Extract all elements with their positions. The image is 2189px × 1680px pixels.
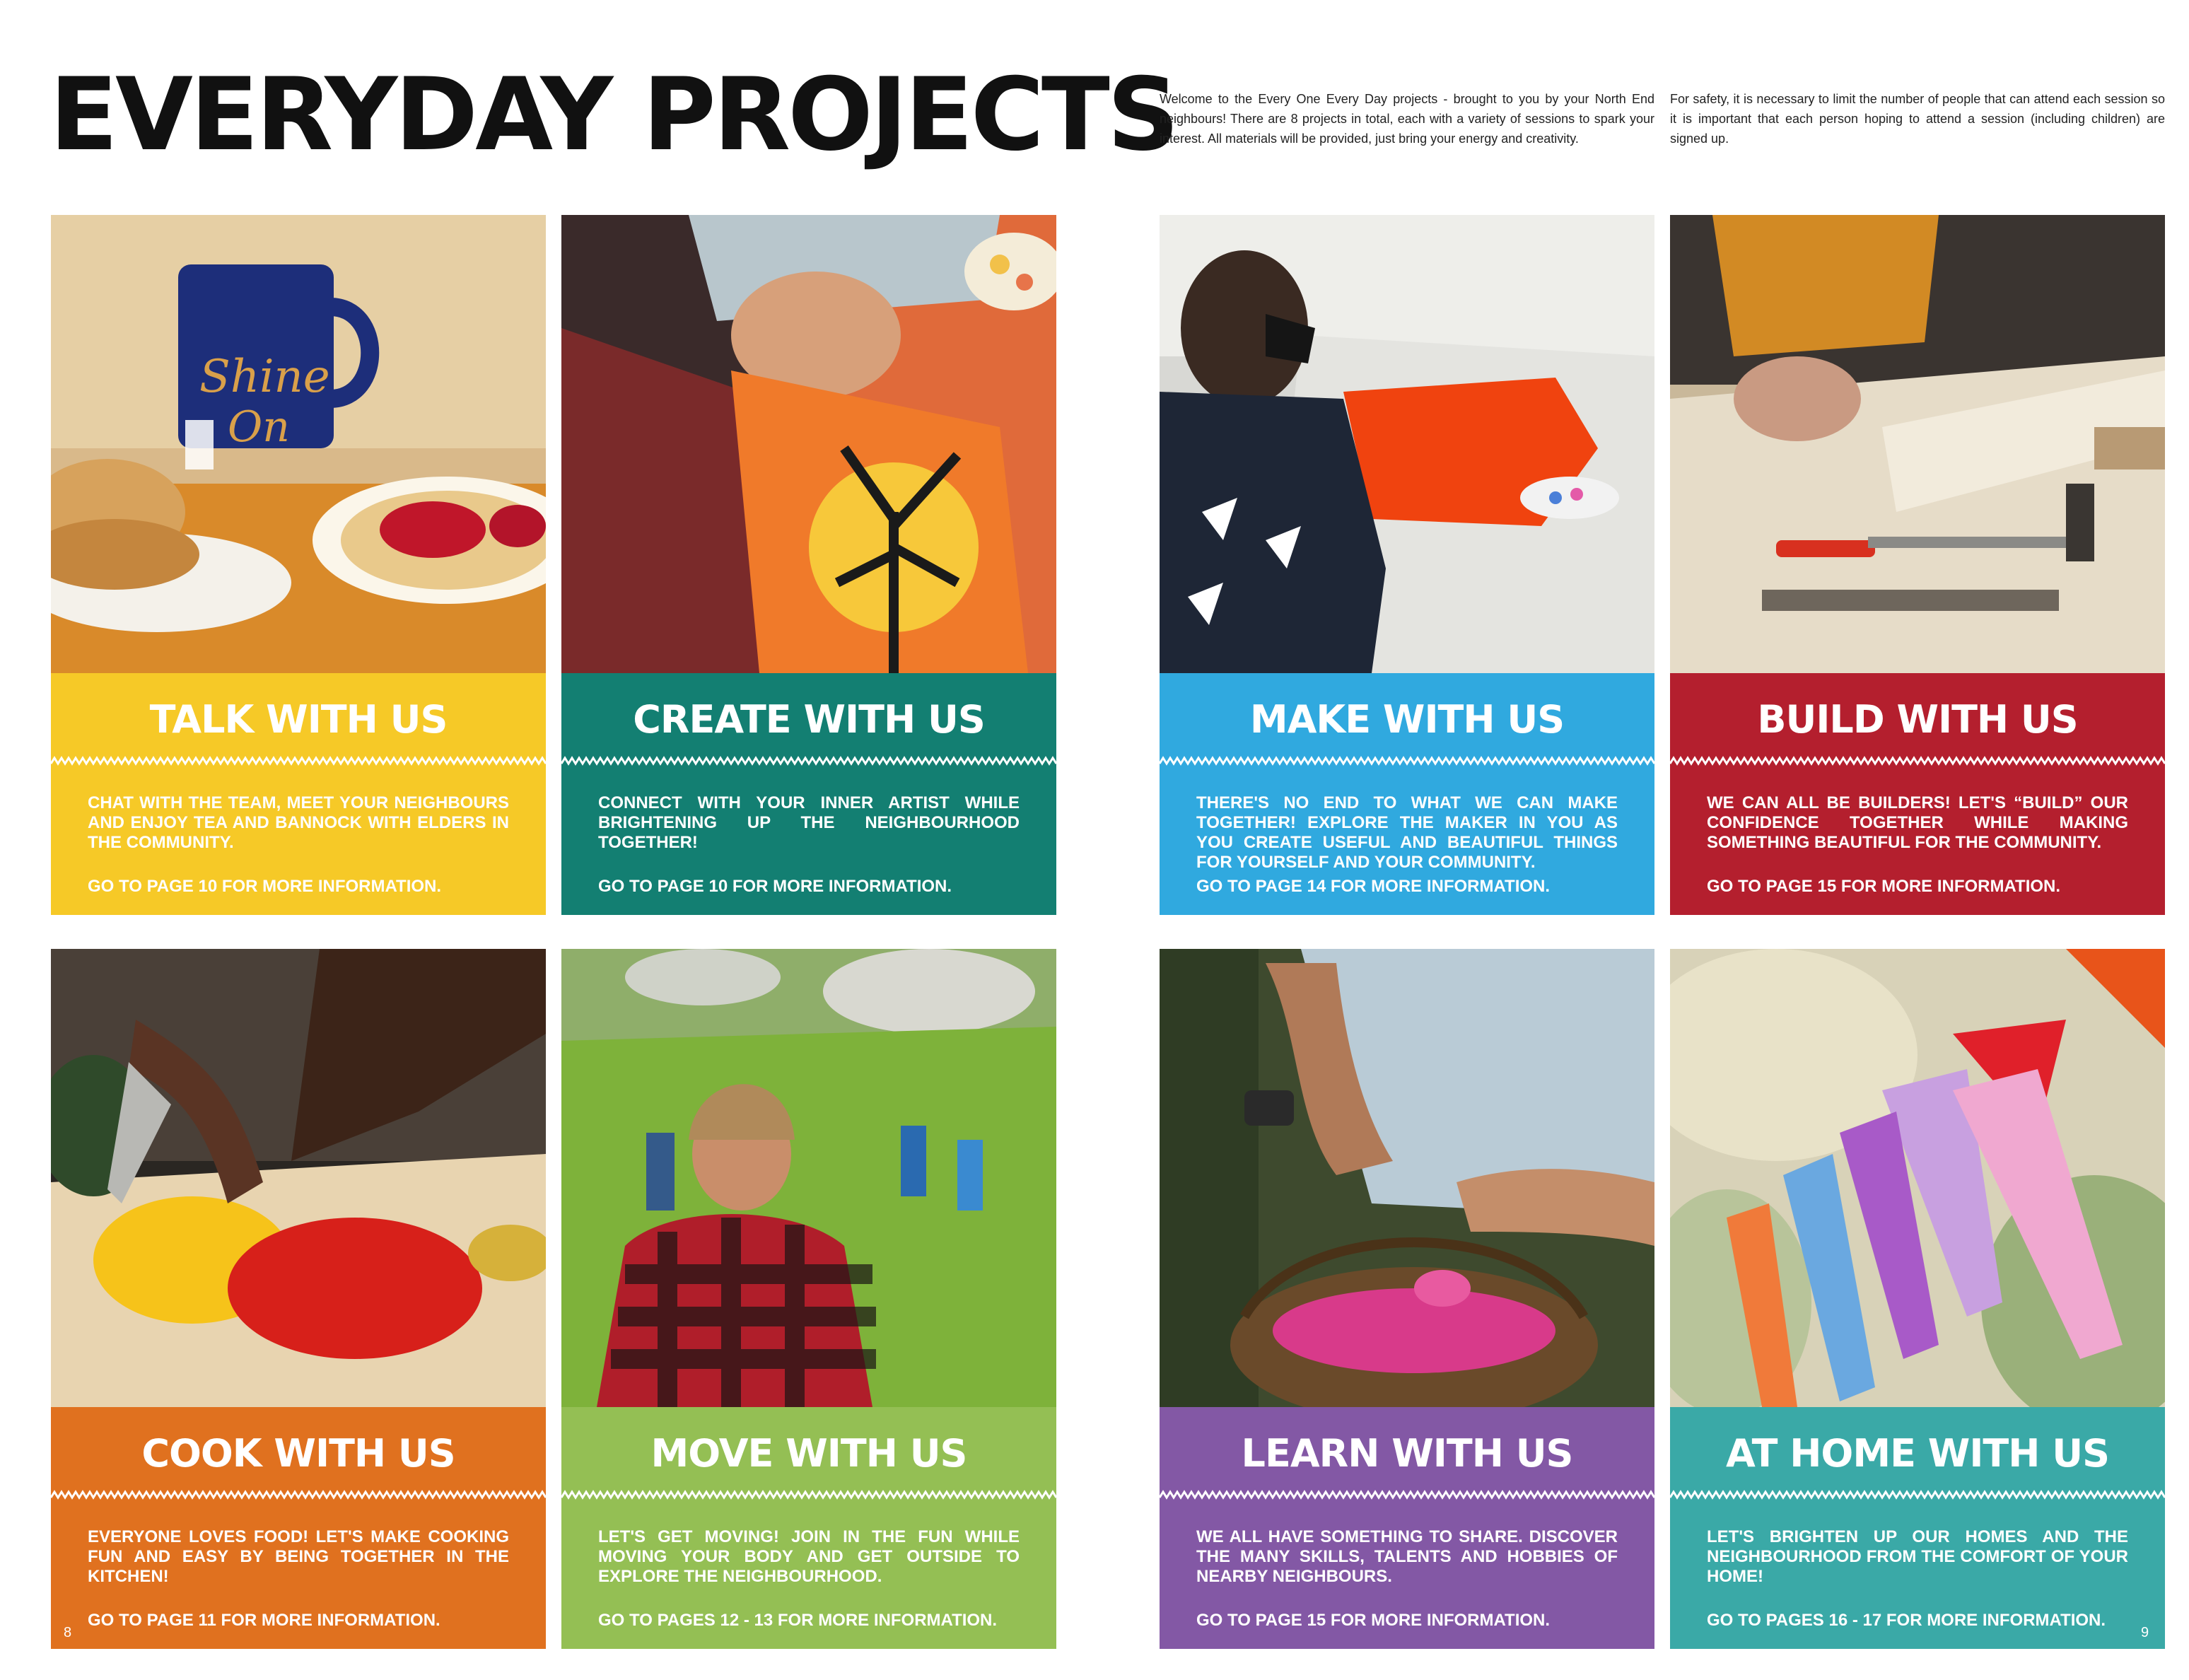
zigzag-divider xyxy=(51,1489,546,1500)
card-page-link[interactable]: GO TO PAGE 10 FOR MORE INFORMATION. xyxy=(88,877,442,896)
zigzag-divider xyxy=(561,755,1056,766)
svg-text:Shine: Shine xyxy=(199,351,330,403)
card-page-link[interactable]: GO TO PAGES 16 - 17 FOR MORE INFORMATION. xyxy=(1707,1611,2106,1630)
project-card-create[interactable] xyxy=(561,215,1056,915)
card-title: MOVE WITH US xyxy=(650,1431,967,1476)
card-banner xyxy=(561,1407,1056,1649)
card-description: THERE'S NO END TO WHAT WE CAN MAKE TOGETHER! EXPLORE THE MAKER IN YOU AS YOU CREATE USEFUL AND BEAUTIFUL THINGS FOR YOURSELF AND YOUR COMMUNITY. xyxy=(1196,793,1618,872)
zigzag-divider xyxy=(1160,1489,1654,1500)
card-title: CREATE WITH US xyxy=(633,697,985,742)
card-page-link[interactable]: GO TO PAGES 12 - 13 FOR MORE INFORMATION. xyxy=(598,1611,998,1630)
card-page-link[interactable]: GO TO PAGE 10 FOR MORE INFORMATION. xyxy=(598,877,952,896)
card-description: WE ALL HAVE SOMETHING TO SHARE. DISCOVER THE MANY SKILLS, TALENTS AND HOBBIES OF NEARBY NEIGHBOURS. xyxy=(1196,1527,1618,1586)
photo-fabric-painting xyxy=(1160,215,1654,673)
photo-tea-and-bannock xyxy=(51,215,546,673)
card-title: COOK WITH US xyxy=(141,1431,455,1476)
card-page-link[interactable]: GO TO PAGE 14 FOR MORE INFORMATION. xyxy=(1196,877,1551,896)
page-title: EVERYDAY PROJECTS xyxy=(49,57,1177,173)
project-card-at-home[interactable] xyxy=(1670,949,2165,1649)
card-description: LET'S GET MOVING! JOIN IN THE FUN WHILE MOVING YOUR BODY AND GET OUTSIDE TO EXPLORE THE NEIGHBOURHOOD. xyxy=(598,1527,1020,1586)
zigzag-divider xyxy=(1670,1489,2165,1500)
card-title: LEARN WITH US xyxy=(1241,1431,1573,1476)
card-title: TALK WITH US xyxy=(149,697,448,742)
card-banner xyxy=(1160,1407,1654,1649)
card-banner xyxy=(51,1407,546,1649)
photo-woodworking-tools xyxy=(1670,215,2165,673)
project-card-cook[interactable] xyxy=(51,949,546,1649)
photo-flower-basket xyxy=(1160,949,1654,1407)
project-card-learn[interactable] xyxy=(1160,949,1654,1649)
card-banner xyxy=(1670,1407,2165,1649)
card-banner xyxy=(561,673,1056,915)
photo-chopping-peppers xyxy=(51,949,546,1407)
card-page-link[interactable]: GO TO PAGE 15 FOR MORE INFORMATION. xyxy=(1707,877,2061,896)
page-number-right: 9 xyxy=(2141,1625,2149,1640)
card-title: BUILD WITH US xyxy=(1757,697,2078,742)
card-page-link[interactable]: GO TO PAGE 15 FOR MORE INFORMATION. xyxy=(1196,1611,1551,1630)
card-banner xyxy=(51,673,546,915)
card-banner xyxy=(1670,673,2165,915)
project-card-build[interactable] xyxy=(1670,215,2165,915)
project-card-move[interactable] xyxy=(561,949,1056,1649)
card-title: MAKE WITH US xyxy=(1249,697,1565,742)
zigzag-divider xyxy=(51,755,546,766)
project-card-talk[interactable] xyxy=(51,215,546,915)
card-description: WE CAN ALL BE BUILDERS! LET'S “BUILD” OUR CONFIDENCE TOGETHER WHILE MAKING SOMETHING BEAUTIFUL FOR THE COMMUNITY. xyxy=(1707,793,2128,852)
project-card-make[interactable] xyxy=(1160,215,1654,915)
photo-bunting-flags xyxy=(1670,949,2165,1407)
card-description: CONNECT WITH YOUR INNER ARTIST WHILE BRIGHTENING UP THE NEIGHBOURHOOD TOGETHER! xyxy=(598,793,1020,852)
zigzag-divider xyxy=(561,1489,1056,1500)
card-description: LET'S BRIGHTEN UP OUR HOMES AND THE NEIGHBOURHOOD FROM THE COMFORT OF YOUR HOME! xyxy=(1707,1527,2128,1586)
svg-text:On: On xyxy=(228,402,290,452)
zigzag-divider xyxy=(1160,755,1654,766)
card-description: CHAT WITH THE TEAM, MEET YOUR NEIGHBOURS AND ENJOY TEA AND BANNOCK WITH ELDERS IN THE COMMUNITY. xyxy=(88,793,509,852)
zigzag-divider xyxy=(1670,755,2165,766)
page-number-left: 8 xyxy=(64,1625,72,1640)
card-description: EVERYONE LOVES FOOD! LET'S MAKE COOKING FUN AND EASY BY BEING TOGETHER IN THE KITCHEN! xyxy=(88,1527,509,1586)
card-banner xyxy=(1160,673,1654,915)
card-title: AT HOME WITH US xyxy=(1726,1431,2109,1476)
intro-safety-text: For safety, it is necessary to limit the number of people that can attend each session so it is important that each person hoping to attend a session (including children) are signed up. xyxy=(1670,92,2165,146)
card-page-link[interactable]: GO TO PAGE 11 FOR MORE INFORMATION. xyxy=(88,1611,440,1630)
photo-painting-canvas xyxy=(561,215,1056,673)
intro-welcome-text: Welcome to the Every One Every Day projects - brought to you by your North End neighbours! There are 8 projects in total, each with a variety of sessions to spark your interest. All materials will be provided, just bring your energy and creativity. xyxy=(1160,92,1654,146)
photo-hiking-group xyxy=(561,949,1056,1407)
